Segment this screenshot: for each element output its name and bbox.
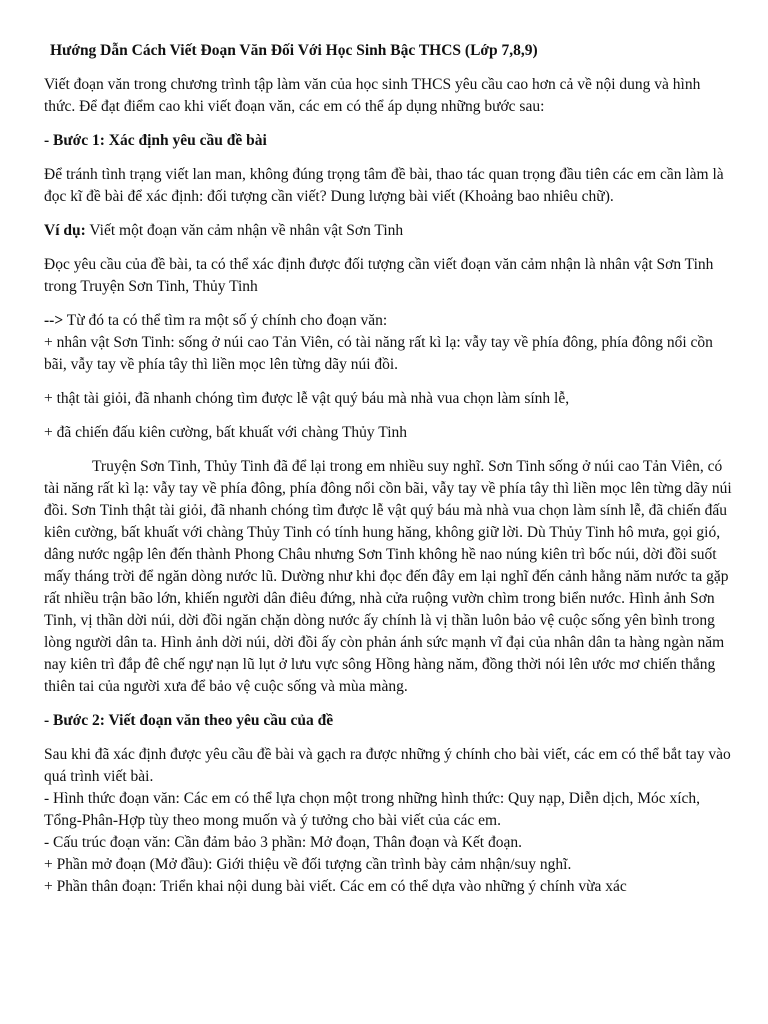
step1-paragraph: Để tránh tình trạng viết lan man, không đúng trọng tâm đề bài, thao tác quan trọng đầu tiên các em cần làm là đọc kĩ đề bài để xác định: đối tượng cần viết? Dung lượng bài viết (Khoảng bao nhiêu chữ). bbox=[44, 166, 724, 205]
intro-paragraph: Viết đoạn văn trong chương trình tập làm văn của học sinh THCS yêu cầu cao hơn cả về nội dung và hình thức. Để đạt điểm cao khi viết đoạn văn, các em có thể áp dụng những bước sau: bbox=[44, 76, 701, 115]
arrow-line bbox=[44, 310, 734, 332]
example-line bbox=[44, 220, 734, 242]
arrow-marker: --> bbox=[44, 312, 64, 329]
step2-line: + Phần thân đoạn: Triển khai nội dung bài viết. Các em có thể dựa vào những ý chính vừa xác bbox=[44, 878, 627, 895]
bullet-item: + nhân vật Sơn Tinh: sống ở núi cao Tản Viên, có tài năng rất kì lạ: vẫy tay về phía đông, phía đông nổi cồn bãi, vẫy tay về phía tây thì liền mọc lên từng dãy núi đồi. bbox=[44, 334, 713, 373]
step1-analysis-paragraph: Đọc yêu cầu của đề bài, ta có thể xác định được đối tượng cần viết đoạn văn cảm nhận là nhân vật Sơn Tinh trong Truyện Sơn Tinh, Thủy Tinh bbox=[44, 256, 714, 295]
step2-line: - Hình thức đoạn văn: Các em có thể lựa chọn một trong những hình thức: Quy nạp, Diễn dịch, Móc xích, Tổng-Phân-Hợp tùy theo mong muốn và ý tưởng cho bài viết của các em. bbox=[44, 790, 701, 829]
step2-line: - Cấu trúc đoạn văn: Cần đảm bảo 3 phần: Mở đoạn, Thân đoạn và Kết đoạn. bbox=[44, 834, 522, 851]
document-page bbox=[44, 40, 734, 898]
sample-paragraph: Truyện Sơn Tinh, Thủy Tinh đã để lại trong em nhiều suy nghĩ. Sơn Tinh sống ở núi cao Tản Viên, có tài năng rất kì lạ: vẫy tay về phía đông, phía đông nổi cồn bãi, vẫy tay về phía tây thì liền mọc lên từng dãy núi đồi. Sơn Tinh thật tài giỏi, đã nhanh chóng tìm được lễ vật quý báu mà nhà vua chọn làm sính lễ, đã chiến đấu kiên cường, bất khuất với chàng Thủy Tinh có tính hung hăng, không giữ lời. Dù Thủy Tinh hô mưa, gọi gió, dâng nước ngập lên đến thành Phong Châu nhưng Sơn Tinh không hề nao núng kiên trì bốc núi, dời đồi suốt mấy tháng trời để ngăn dòng nước lũ. Dường như khi đọc đến đây em lại nghĩ đến cảnh hằng năm nước ta gặp rất nhiều trận bão lớn, khiến người dân điêu đứng, nhà cửa ruộng vườn chìm trong biển nước. Hình ảnh Sơn Tinh, vị thần dời núi, dời đồi ngăn chặn dòng nước ấy chính là vị thần luôn bảo vệ cuộc sống yên bình trong lòng người dân ta. Hình ảnh dời núi, dời đồi ấy còn phản ánh sức mạnh vĩ đại của nhân dân ta hàng ngàn năm nay kiên trì đắp đê chế ngự nạn lũ lụt ở lưu vực sông Hồng hàng năm, đồng thời nói lên ước mơ chiến thắng thiên tai của người xưa để bảo vệ cuộc sống và mùa màng. bbox=[44, 458, 732, 695]
page-title: Hướng Dẫn Cách Viết Đoạn Văn Đối Với Học Sinh Bậc THCS (Lớp 7,8,9) bbox=[50, 42, 538, 59]
step2-heading: - Bước 2: Viết đoạn văn theo yêu cầu của đề bbox=[44, 712, 334, 729]
bullet-item: + đã chiến đấu kiên cường, bất khuất với chàng Thủy Tinh bbox=[44, 424, 408, 441]
bullet-item: + thật tài giỏi, đã nhanh chóng tìm được lễ vật quý báu mà nhà vua chọn làm sính lễ, bbox=[44, 390, 570, 407]
step2-paragraph: Sau khi đã xác định được yêu cầu đề bài và gạch ra được những ý chính cho bài viết, các em có thể bắt tay vào quá trình viết bài. bbox=[44, 746, 731, 785]
arrow-text: Từ đó ta có thể tìm ra một số ý chính cho đoạn văn: bbox=[63, 312, 388, 329]
step2-line: + Phần mở đoạn (Mở đầu): Giới thiệu về đối tượng cần trình bày cảm nhận/suy nghĩ. bbox=[44, 856, 572, 873]
example-label: Ví dụ: bbox=[44, 222, 86, 239]
step1-heading: - Bước 1: Xác định yêu cầu đề bài bbox=[44, 132, 267, 149]
example-text: Viết một đoạn văn cảm nhận về nhân vật Sơn Tinh bbox=[85, 222, 404, 239]
